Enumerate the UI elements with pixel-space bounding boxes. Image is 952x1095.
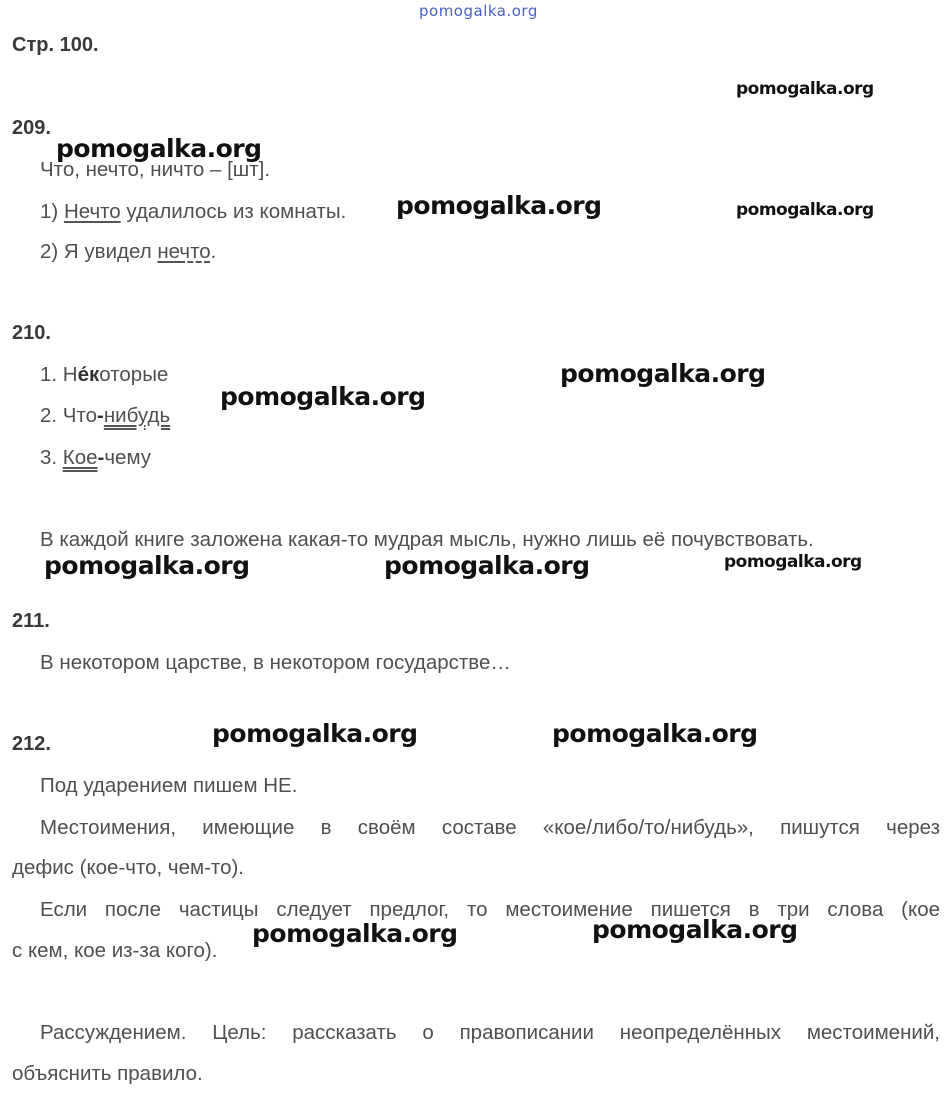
hyphen: - [97, 404, 104, 427]
line-prefix: 2) Я увидел [40, 240, 158, 263]
item-rest: чему [104, 446, 152, 469]
exercise-210-item-3 [40, 446, 151, 470]
watermark: pomogalka.org [252, 919, 458, 948]
top-site-link[interactable]: pomogalka.org [419, 2, 538, 20]
exercise-212-paragraph-2-line-2: дефис (кое-что, чем-то). [12, 856, 244, 879]
page-label: Стр. 100. [12, 34, 99, 56]
exercise-210-item-1 [40, 363, 168, 387]
watermark: pomogalka.org [56, 134, 262, 163]
watermark: pomogalka.org [220, 382, 426, 411]
underlined-object-part-2: что [179, 240, 211, 263]
watermark: pomogalka.org [736, 79, 874, 99]
exercise-212-number: 212. [12, 733, 51, 755]
exercise-210-sentence: В каждой книге заложена какая-то мудрая мысль, нужно лишь её почувствовать. [40, 528, 814, 551]
exercise-212-paragraph-4-line-2: объяснить правило. [12, 1062, 203, 1085]
item-prefix: 3. [40, 446, 63, 469]
watermark: pomogalka.org [724, 552, 862, 572]
exercise-212-paragraph-2-line-1: Местоимения, имеющие в своём составе «кое/либо/то/нибудь», пишутся через [40, 816, 940, 839]
item-rest: оторые [99, 363, 169, 386]
watermark: pomogalka.org [560, 359, 766, 388]
exercise-209-line-1: Что, нечто, ничто – [шт]. [40, 158, 271, 181]
line-prefix: 1) [40, 200, 64, 223]
exercise-210-number: 210. [12, 322, 51, 344]
exercise-211-line: В некотором царстве, в некотором государстве… [40, 651, 511, 674]
watermark: pomogalka.org [592, 915, 798, 944]
exercise-211-number: 211. [12, 610, 50, 632]
line-end: . [210, 240, 217, 263]
line-rest: удалилось из комнаты. [120, 200, 347, 223]
watermark: pomogalka.org [212, 719, 418, 748]
exercise-209-line-3 [40, 240, 216, 264]
exercise-212-paragraph-1: Под ударением пишем НЕ. [40, 774, 298, 797]
stressed-letters: е́к [77, 363, 100, 386]
exercise-212-paragraph-3-line-1: Если после частицы следует предлог, то местоимение пишется в три слова (кое [40, 898, 940, 921]
underlined-object-part-1: не [157, 240, 180, 263]
exercise-212-paragraph-4-line-1: Рассуждением. Цель: рассказать о правописании неопределённых местоимений, [40, 1021, 940, 1044]
watermark: pomogalka.org [396, 191, 602, 220]
watermark: pomogalka.org [552, 719, 758, 748]
item-prefix: 2. Что [40, 404, 98, 427]
hyphen: - [97, 446, 105, 469]
double-underlined-suffix: нибудь [103, 404, 171, 427]
watermark: pomogalka.org [44, 551, 250, 580]
double-underlined-prefix: Кое [62, 446, 98, 469]
exercise-209-line-2 [40, 200, 346, 224]
exercise-209-number: 209. [12, 117, 51, 139]
watermark: pomogalka.org [384, 551, 590, 580]
exercise-210-item-2 [40, 404, 170, 428]
exercise-212-paragraph-3-line-2: с кем, кое из-за кого). [12, 939, 218, 962]
watermark: pomogalka.org [736, 200, 874, 220]
underlined-subject: Нечто [63, 200, 121, 223]
item-prefix: 1. Н [40, 363, 78, 386]
